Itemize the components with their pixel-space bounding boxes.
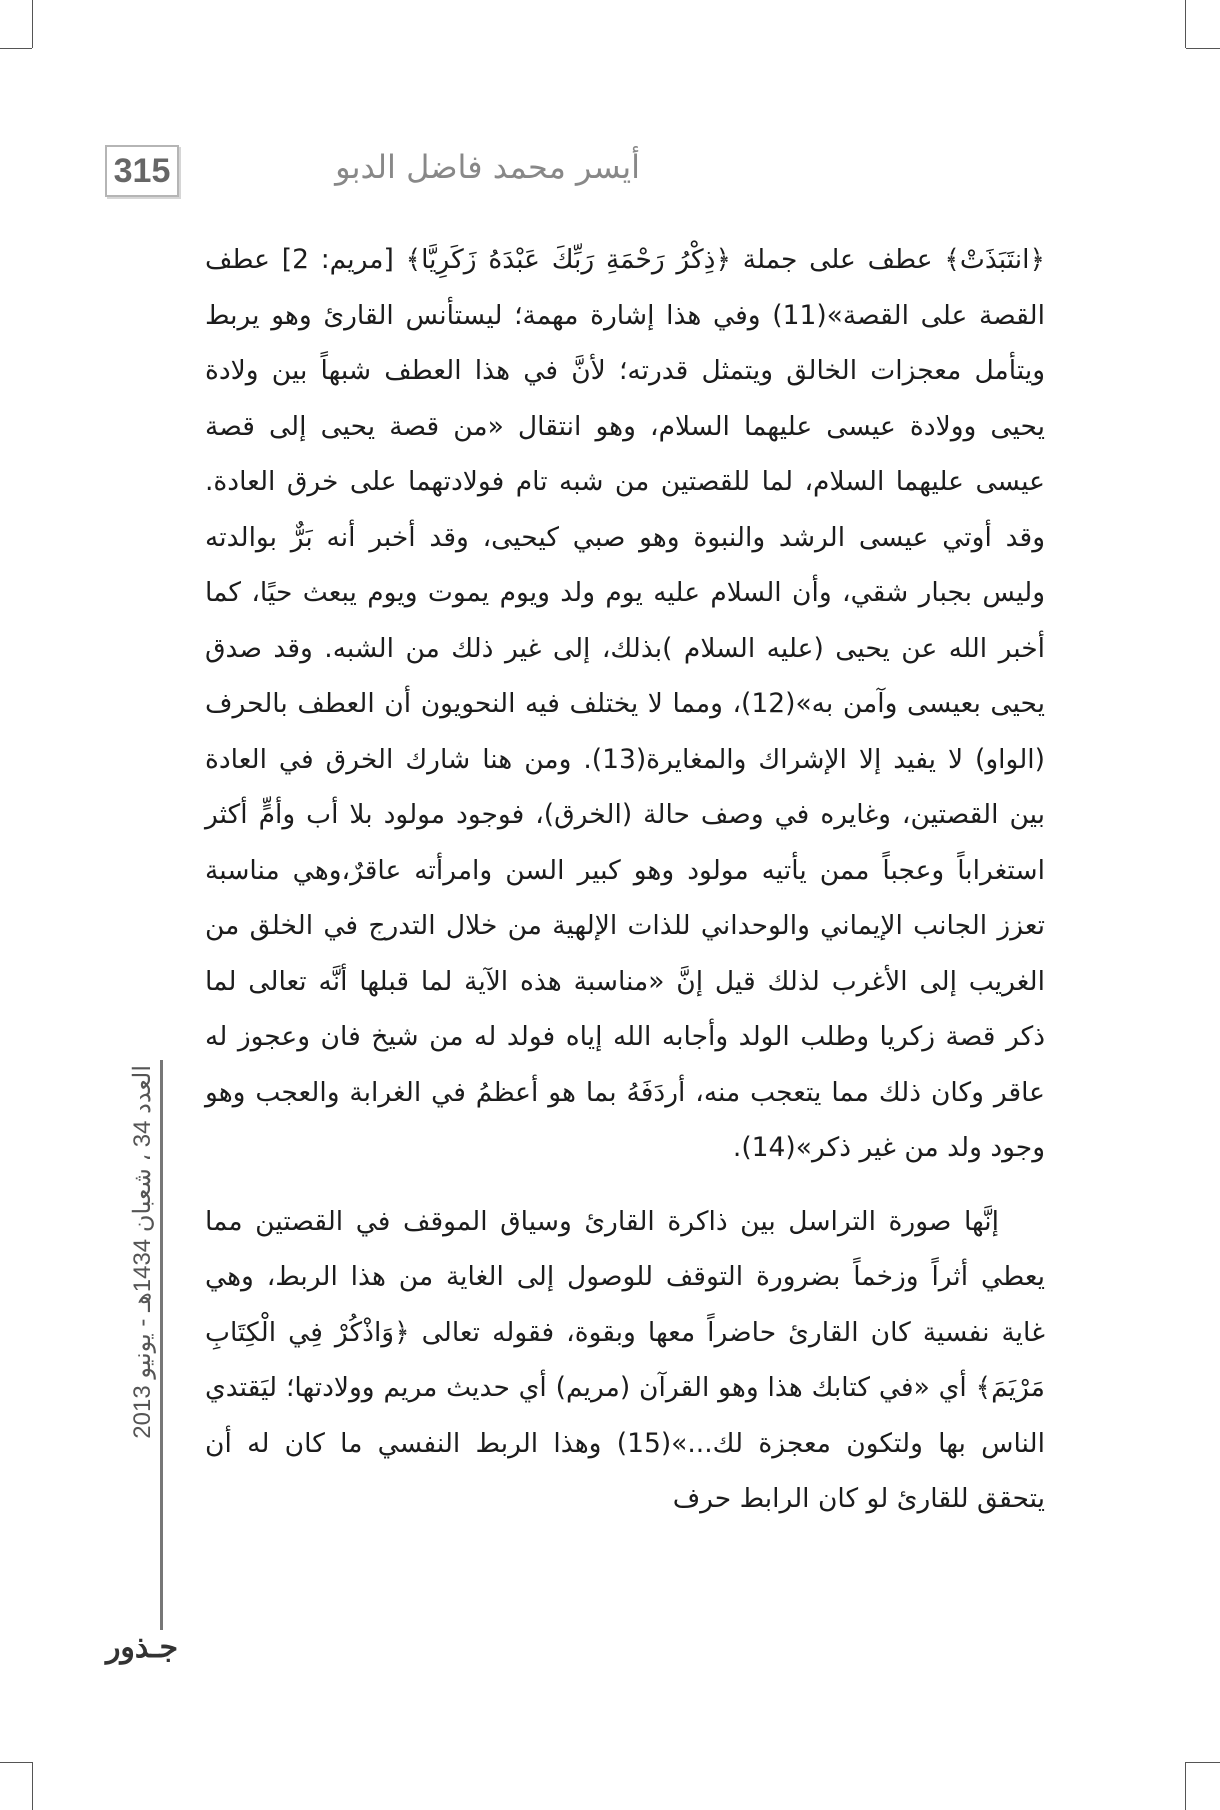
issue-label: العدد 34 ، شعبان 1434هـ - يونيو 2013 bbox=[128, 1065, 156, 1439]
crop-mark-top-right-vertical bbox=[1185, 0, 1186, 48]
issue-info bbox=[122, 1065, 162, 1445]
crop-mark-top-left-horizontal bbox=[0, 48, 32, 49]
page-number: 315 bbox=[105, 145, 179, 197]
page-header bbox=[100, 140, 1050, 200]
paragraph-2: إنَّها صورة التراسل بين ذاكرة القارئ وسياق الموقف في القصتين مما يعطي أثراً وزخماً بضرورة التوقف للوصول إلى الغاية من هذا الربط، وهي غاية نفسية كان القارئ حاضراً معها وبقوة، فقوله تعالى ﴿وَاذْكُرْ فِي الْكِتَابِ مَرْيَمَ﴾ أي «في كتابك هذا وهو القرآن (مريم) أي حديث مريم وولادتها؛ ليَقتدي الناس بها ولتكون معجزة لك...»(15) وهذا الربط النفسي ما كان له أن يتحقق للقارئ لو كان الرابط حرف bbox=[205, 1205, 1045, 1514]
crop-mark-bottom-right-horizontal bbox=[1186, 1762, 1220, 1763]
article-body bbox=[205, 232, 1045, 1527]
running-head-author: أيسر محمد فاضل الدبو bbox=[335, 148, 640, 186]
crop-mark-bottom-left-vertical bbox=[32, 1762, 33, 1810]
crop-mark-bottom-left-horizontal bbox=[0, 1762, 32, 1763]
crop-mark-top-left-vertical bbox=[32, 0, 33, 48]
journal-logo: جـذور bbox=[105, 1630, 178, 1665]
paragraph-1: ﴿انتَبَذَتْ﴾ عطف على جملة ﴿ذِكْرُ رَحْمَةِ رَبِّكَ عَبْدَهُ زَكَرِيَّا﴾ [مريم: 2] عطف القصة على القصة»(11) وفي هذا إشارة مهمة؛ ليستأنس القارئ وهو يربط ويتأمل معجزات الخالق ويتمثل قدرته؛ لأنَّ في هذا العطف شبهاً بين ولادة يحيى وولادة عيسى عليهما السلام، وهو انتقال «من قصة يحيى إلى قصة عيسى عليهما السلام، لما للقصتين من شبه تام فولادتهما على خرق العادة. وقد أوتي عيسى الرشد والنبوة وهو صبي كيحيى، وقد أخبر أنه بَرٌّ بوالدته وليس بجبار شقي، وأن السلام عليه يوم ولد ويوم يموت ويوم يبعث حيًا، كما أخبر الله عن يحيى (عليه السلام )بذلك، إلى غير ذلك من الشبه. وقد صدق يحيى بعيسى وآمن به»(12)، ومما لا يختلف فيه النحويون أن العطف بالحرف (الواو) لا يفيد إلا الإشراك والمغايرة(13). ومن هنا شارك الخرق في العادة بين القصتين، وغايره في وصف حالة (الخرق)، فوجود مولود بلا أب وأمٍّ أكثر استغراباً وعجباً ممن يأتيه مولود وهو كبير السن وامرأته عاقرٌ،وهي مناسبة تعزز الجانب الإيماني والوحداني للذات الإلهية من خلال التدرج في الخلق من الغريب إلى الأغرب لذلك قيل إنَّ «مناسبة هذه الآية لما قبلها أنَّه تعالى لما ذكر قصة زكريا وطلب الولد وأجابه الله إياه فولد له من شيخ فان وعجوز له عاقر وكان ذلك مما يتعجب منه، أردَفَهُ بما هو أعظمُ في الغرابة والعجب وهو وجود ولد من غير ذكر»(14). bbox=[205, 244, 1045, 1163]
crop-mark-top-right-horizontal bbox=[1186, 48, 1220, 49]
crop-mark-bottom-right-vertical bbox=[1185, 1762, 1186, 1810]
